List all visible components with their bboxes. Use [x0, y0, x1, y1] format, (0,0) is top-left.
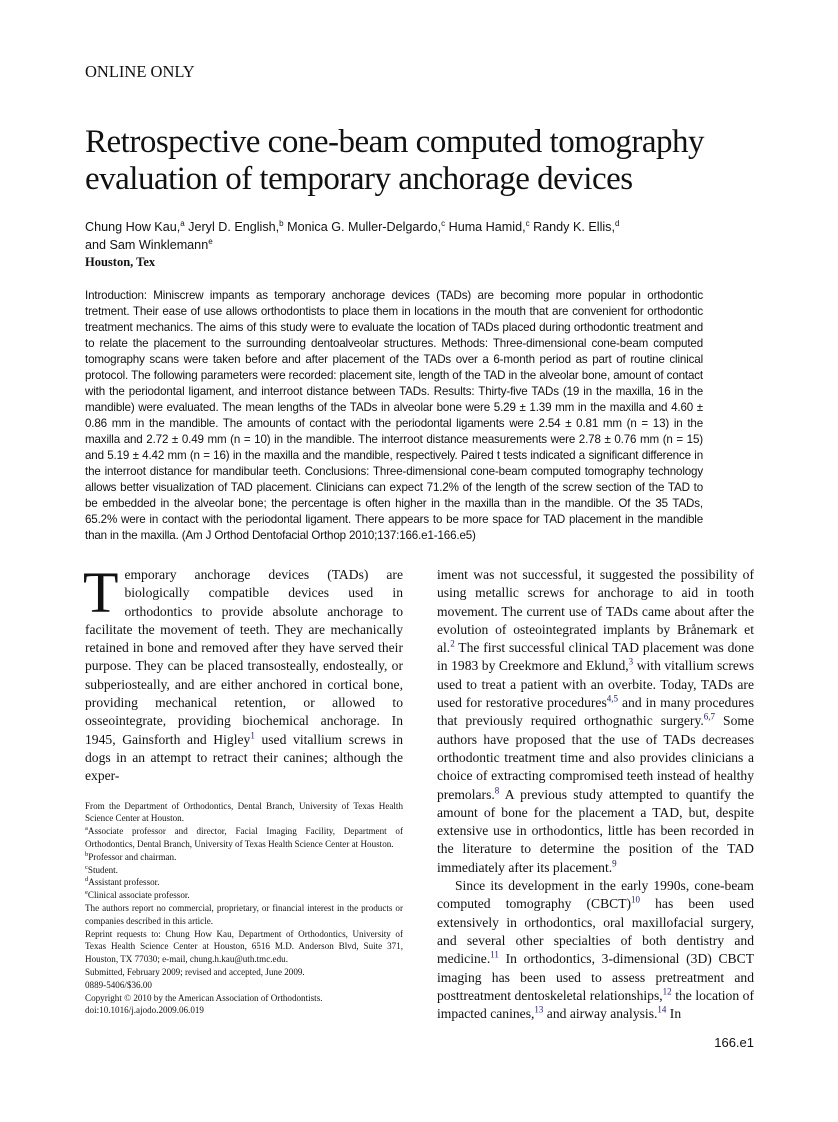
- citation-ref: 10: [631, 894, 641, 905]
- text-run: Copyright © 2010 by the American Association of Orthodontists.: [85, 992, 323, 1003]
- affiliation-marker: b: [279, 218, 284, 228]
- text-run: 0889-5406/$36.00: [85, 979, 152, 990]
- footnote: [85, 902, 403, 928]
- text-run: The first successful clinical TAD placement was done in 1983 by Creekmore and Eklund,: [437, 640, 754, 674]
- text-run: Professor and chairman.: [88, 851, 177, 862]
- body-column-left: [83, 560, 403, 786]
- citation-ref: b: [85, 850, 89, 858]
- text-run: doi:10.1016/j.ajodo.2009.06.019: [85, 1005, 204, 1016]
- text-run: and airway analysis.: [543, 1006, 658, 1022]
- text-run: Reprint requests to: Chung How Kau, Department of Orthodontics, University of Texas Health Science Center at Houston, 6516 M.D. Anderson Blvd, Suite 371, Houston, TX 77030; e-mail,: [85, 928, 403, 965]
- footnote: [85, 1004, 403, 1017]
- affiliation-marker: d: [614, 218, 620, 228]
- affiliation-marker: a: [180, 218, 185, 228]
- footnote: [85, 966, 403, 979]
- text-run: The authors report no commercial, proprietary, or financial interest in the products or companies described in this article.: [85, 902, 403, 926]
- citation-ref: a: [85, 825, 88, 833]
- paragraph: [437, 566, 754, 877]
- text-run: used vitallium screws in dogs in an attempt to retract their canines; although the exper-: [85, 731, 403, 784]
- section-label: ONLINE ONLY: [85, 62, 195, 81]
- text-run: From the Department of Orthodontics, Dental Branch, University of Texas Health Science Center at Houston.: [85, 800, 403, 824]
- text-run: Associate professor and director, Facial Imaging Facility, Department of Orthodontics, Dental Branch, University of Texas Health Science Center at Houston.: [85, 826, 403, 849]
- footnote: [85, 992, 403, 1005]
- body-column-right: [437, 566, 754, 1023]
- citation-ref: 2: [450, 638, 455, 649]
- author-name: and Sam Winklemann: [85, 238, 209, 252]
- footnote: [85, 979, 403, 992]
- paragraph: [83, 560, 403, 786]
- paragraph: [437, 877, 754, 1023]
- author-name: Huma Hamid,: [445, 220, 526, 234]
- text-run: In orthodontics, 3-dimensional (3D) CBCT imaging has been used to assess pretreatment and posttreatment dentoskeletal relationships,: [437, 951, 754, 1003]
- text-run: has been used extensively in orthodontics, oral maxillofacial surgery, and several other specialties of both dentistry and medicine.: [437, 896, 754, 967]
- footnote: [85, 864, 403, 877]
- citation-ref: 3: [628, 656, 634, 667]
- body-columns: [83, 560, 755, 1051]
- abstract: Introduction: Miniscrew impants as temporary anchorage devices (TADs) are becoming more popular in orthodontic tretment. Their ease of use allows orthodontists to place them in locations in the mouth that are convenient for orthodontic treatment mechanics. The aims of this study were to evaluate the location of TADs placed during orthodontic treatment and to relate the placement to the surrounding dentoalveolar structures. Methods: Three-dimensional cone-beam computed tomography scans were taken before and after placement of the TADs over a 6-month period as part of routine clinical protocol. The following parameters were recorded: placement site, length of the TAD in the alveolar bone, amount of contact with the periodontal ligament, and interroot distance between TADs. Results: Thirty-five TADs (19 in the maxilla, 16 in the mandible) were evaluated. The mean lengths of the TADs in alveolar bone were 5.29 ± 1.39 mm in the maxilla and 4.60 ± 0.86 mm in the mandible. The amounts of contact with the periodontal ligaments were 2.54 ± 0.81 mm (n = 13) in the maxilla and 2.72 ± 0.49 mm (n = 10) in the mandible. The interroot distance measurements were 2.78 ± 0.76 mm (n = 15) and 5.19 ± 4.42 mm (n = 16) in the maxilla and the mandible, respectively. Paired t tests indicated a significant difference in the interroot distance for mandibular teeth. Conclusions: Three-dimensional cone-beam computed tomography technology allows better visualization of TAD placement. Clinicians can expect 71.2% of the length of the screw section of the TAD to be embedded in the alveolar bone; the percentage is often higher in the maxilla than in the mandible. Of the 35 TADs, 65.2% were in contact with the periodontal ligament. There appears to be more space for TAD placement in the mandible than in the maxilla. (Am J Orthod Dentofacial Orthop 2010;137:166.e1-166.e5): [85, 289, 703, 542]
- text-run: and in many procedures that previously required orthognathic surgery.: [437, 695, 754, 729]
- text-run: emporary anchorage devices (TADs) are biologically compatible devices used in orthodontics to provide absolute anchorage to facilitate the movement of teeth. They are mechanically retained in bone and removed after they have served their purpose. They can be placed transosteally, endosteally, or subperiosteally, and are either anchored in cortical bone, providing mechanical retention, or allowed to osseointegrate, providing biochemical anchorage. In 1945, Gainsforth and Higley: [85, 567, 403, 747]
- citation-ref: 14: [657, 1004, 667, 1015]
- affiliation-marker: c: [441, 218, 446, 228]
- citation-ref: d: [85, 876, 89, 884]
- citation-ref: 1: [250, 730, 255, 741]
- citation-ref: 12: [662, 986, 672, 997]
- text-run: the location of impacted canines,: [437, 987, 754, 1022]
- text-run: Submitted, February 2009; revised and accepted, June 2009.: [85, 966, 305, 977]
- text-run: iment was not successful, it suggested the possibility of using metallic screws for anchorage to aid in tooth movement. The current use of TADs came about after the evolution of osteointegrated implants by Brånemark et al.: [437, 567, 754, 656]
- author-location: Houston, Tex: [85, 255, 156, 269]
- text-run: In: [666, 1006, 682, 1022]
- email-link[interactable]: chung.h.kau@uth.tmc.edu: [189, 954, 286, 965]
- right-column-wrapper: [403, 566, 754, 1051]
- citation-ref: 8: [494, 785, 500, 796]
- citation-ref: c: [85, 863, 88, 871]
- citation-ref: 13: [534, 1004, 544, 1015]
- footnote: [85, 876, 403, 889]
- footnote: [85, 825, 403, 851]
- citation-ref: 11: [490, 949, 499, 960]
- author-list: [85, 218, 725, 254]
- author-name: Randy K. Ellis,: [529, 220, 615, 234]
- author-name: Jeryl D. English,: [184, 220, 280, 234]
- text-run: A previous study attempted to quantify the amount of bone for the placement a TAD, but, despite extensive use in orthodontics, little has been recorded in the literature to determine the position of the TAD immediately after its placement.: [437, 786, 754, 875]
- text-run: Since its development in the early 1990s, cone-beam computed tomography (CBCT): [437, 878, 754, 912]
- citation-ref: 9: [612, 858, 617, 869]
- text-run: with vitallium screws used to treat a patient with an overbite. Today, TADs are used for restorative procedures: [437, 658, 754, 711]
- author-name: Chung How Kau,: [85, 220, 181, 234]
- citation-ref: 4,5: [606, 693, 618, 704]
- footnotes: [85, 800, 403, 1018]
- citation-ref: e: [85, 889, 88, 897]
- citation-ref: 6,7: [703, 711, 716, 722]
- text-run: Student.: [87, 864, 118, 875]
- text-run: Assistant professor.: [88, 877, 160, 888]
- left-paragraphs: [83, 560, 403, 786]
- text-run: .: [285, 954, 288, 965]
- text-run: Some authors have proposed that the use of TADs decreases orthodontic treatment time and also provides clinicians a choice of extracting compromised teeth instead of healthy premolars.: [437, 713, 754, 802]
- footnote: [85, 928, 403, 966]
- footnote: [85, 889, 403, 902]
- drop-cap: T: [83, 560, 119, 625]
- footnote: [85, 800, 403, 826]
- footnote: [85, 851, 403, 864]
- page-number: 166.e1: [714, 1035, 754, 1051]
- article-title: Retrospective cone-beam computed tomography evaluation of temporary anchorage devices: [85, 124, 705, 197]
- affiliation-marker: e: [208, 236, 213, 246]
- author-name: Monica G. Muller-Delgardo,: [283, 220, 442, 234]
- text-run: Clinical associate professor.: [87, 890, 190, 901]
- affiliation-marker: c: [525, 218, 530, 228]
- left-column-wrapper: [83, 560, 403, 1017]
